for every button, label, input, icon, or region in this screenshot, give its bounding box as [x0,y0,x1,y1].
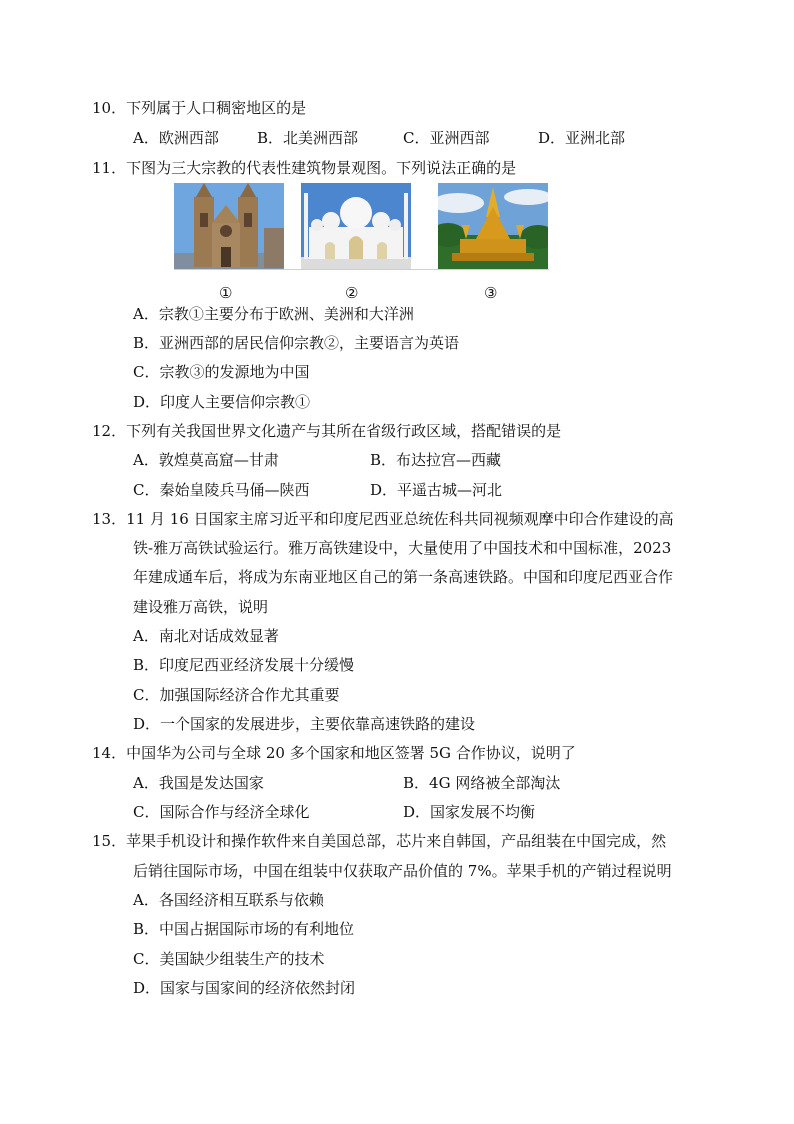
question-number: 14． [92,744,127,762]
question-10-option-d: D．亚洲北部 [538,129,626,147]
question-11-stem [92,158,516,178]
question-15-option-a: A．各国经济相互联系与依赖 [133,891,324,909]
question-11-option-a: A．宗教①主要分布于欧洲、美洲和大洋洲 [133,305,414,323]
question-10-option-c: C．亚洲西部 [403,129,490,147]
question-number: 13． [92,510,127,528]
question-number: 10． [92,99,127,117]
question-13-stem-line-2: 铁-雅万高铁试验运行。雅万高铁建设中，大量使用了中国技术和中国标准，2023 [133,539,672,557]
question-12-option-b: B．布达拉宫—西藏 [370,451,502,469]
question-13-stem-line-1 [92,509,674,529]
question-10-stem [92,98,306,118]
question-13-option-c: C．加强国际经济合作尤其重要 [133,686,340,704]
question-11-option-c: C．宗教③的发源地为中国 [133,363,310,381]
question-14-option-b: B．4G 网络被全部淘汰 [403,774,561,792]
stem-text: 中国华为公司与全球 20 多个国家和地区签署 5G 合作协议，说明了 [126,744,576,762]
stem-text: 下列有关我国世界文化遗产与其所在省级行政区域，搭配错误的是 [126,422,562,440]
question-15-option-d: D．国家与国家间的经济依然封闭 [133,979,356,997]
question-12-stem [92,421,561,441]
stem-text: 下列属于人口稠密地区的是 [126,99,307,117]
question-12-option-c: C．秦始皇陵兵马俑—陕西 [133,481,310,499]
question-14-option-a: A．我国是发达国家 [133,774,264,792]
question-15-option-c: C．美国缺少组装生产的技术 [133,950,325,968]
question-14-stem [92,743,576,763]
question-11-option-d: D．印度人主要信仰宗教① [133,393,311,411]
question-13-option-b: B．印度尼西亚经济发展十分缓慢 [133,656,355,674]
question-13-option-d: D．一个国家的发展进步，主要依靠高速铁路的建设 [133,715,476,733]
question-13-stem-line-4: 建设雅万高铁，说明 [133,598,269,616]
question-15-option-b: B．中国占据国际市场的有利地位 [133,920,355,938]
question-15-stem-line-1 [92,831,666,851]
question-11-option-b: B．亚洲西部的居民信仰宗教②，主要语言为英语 [133,334,460,352]
question-14-option-d: D．国家发展不均衡 [403,803,536,821]
question-number: 11． [92,159,127,177]
cathedral-picture [174,183,284,269]
question-12-option-a: A．敦煌莫高窟—甘肃 [133,451,279,469]
religious-buildings-figure [174,183,549,271]
figure-caption-3: ③ [484,284,498,302]
question-13-option-a: A．南北对话成效显著 [133,627,279,645]
question-12-option-d: D．平遥古城—河北 [370,481,503,499]
pagoda-picture [438,183,548,269]
mosque-picture [301,183,411,269]
figure-caption-2: ② [345,284,359,302]
question-number: 12． [92,422,127,440]
stem-text: 11 月 16 日国家主席习近平和印度尼西亚总统佐科共同视频观摩中印合作建设的高 [126,510,674,528]
stem-text: 下图为三大宗教的代表性建筑物景观图。下列说法正确的是 [126,159,517,177]
stem-text: 苹果手机设计和操作软件来自美国总部，芯片来自韩国，产品组装在中国完成，然 [126,832,667,850]
question-15-stem-line-2: 后销往国际市场，中国在组装中仅获取产品价值的 7%。苹果手机的产销过程说明 [133,862,672,880]
figure-divider [174,269,549,270]
figure-caption-1: ① [219,284,233,302]
question-13-stem-line-3: 年建成通车后，将成为东南亚地区自己的第一条高速铁路。中国和印度尼西亚合作 [133,568,674,586]
question-10-option-a: A．欧洲西部 [133,129,219,147]
question-10-option-b: B．北美洲西部 [257,129,359,147]
question-number: 15． [92,832,127,850]
question-14-option-c: C．国际合作与经济全球化 [133,803,310,821]
